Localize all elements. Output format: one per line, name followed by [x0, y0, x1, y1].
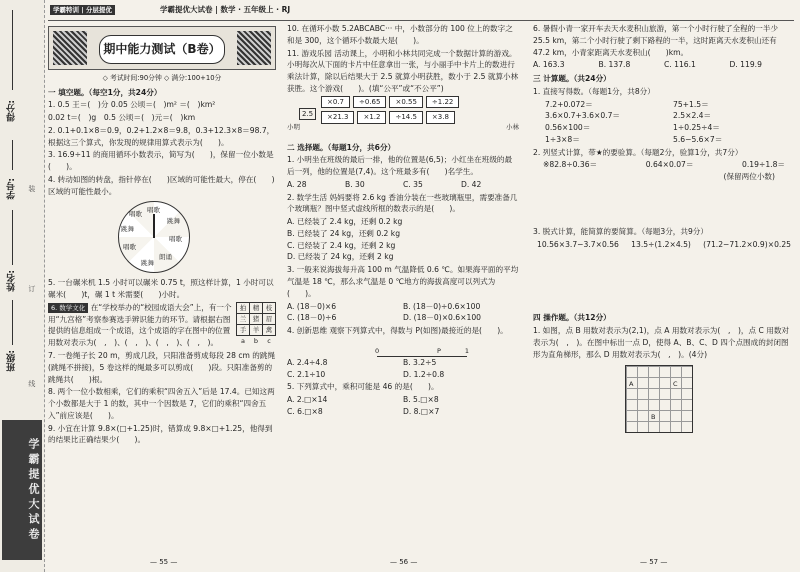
class-label: 班级: [7, 350, 17, 372]
wheel-segment: 跳舞 [167, 217, 180, 226]
grid-cell: 枝 [263, 302, 276, 313]
player-a: 小明 [287, 122, 300, 131]
grid-col-label: b [253, 337, 259, 346]
card[interactable]: ×1.2 [357, 111, 386, 124]
choice-options [287, 216, 519, 263]
question-2: 2. 0.1+0.1×8＝0.9，0.2+1.2×8＝9.8，0.3+12.3×8＝98.7，根据这三个算式，你发现的规律用算式表示为( )。 [48, 125, 275, 147]
title-banner [48, 26, 276, 70]
wheel-segment: 唱歌 [129, 210, 142, 219]
option[interactable]: B. 5.□×8 [403, 395, 439, 405]
score-line[interactable] [12, 10, 13, 90]
option[interactable]: C. 116.1 [664, 60, 696, 70]
option[interactable]: C. (18－0)÷6 [287, 313, 337, 323]
section-heading: 二 选择题。（每题1分，共6分） [287, 142, 396, 152]
option[interactable]: D. 119.9 [729, 60, 762, 70]
wheel-segment: 朗诵 [159, 253, 172, 262]
point-label: B [651, 412, 656, 421]
section-heading: 三 计算题。（共24分） [533, 74, 611, 84]
choice-question-1: 1. 小明坐在班级的最后一排，他的位置是(6,5)；小红坐在班级的最后一列，他的位置是(7,4)。这个班最多有( )名学生。 [287, 155, 513, 177]
player-b: 小林 [506, 122, 519, 131]
operation-question-1: 1. 如图，点 B 用数对表示为(2,1)，点 A 用数对表示为( , )，点 C 用数对表示为( , )。在图中标出一点 D，使得 A、B、C、D 四个点围成的封闭图形为直角梯形，那么 D 用数对表示为( , )。(4分) [533, 326, 790, 359]
wheel-segment: 跳舞 [141, 259, 154, 268]
section-heading: 四 操作题。（共12分） [533, 313, 611, 323]
grid-cell: 猪 [250, 314, 263, 325]
calc-instruction: 2. 列竖式计算，带★的要验算。（每题2分，验算1分，共7分） [533, 147, 743, 157]
card[interactable]: ×0.55 [389, 96, 422, 109]
grid-cell: 眉 [263, 314, 276, 325]
option[interactable]: C. 已经装了 2.4 kg，还剩 2 kg [287, 240, 396, 250]
choice-options [533, 59, 795, 71]
calc-item: (71.2−71.2×0.9)×0.25 [703, 239, 791, 249]
calc-item: 3.6×0.7+3.6×0.7＝ [545, 111, 620, 121]
calc-item: 13.5÷(1.2×4.5) [631, 239, 691, 249]
option[interactable]: A. (18－0)×6 [287, 301, 337, 311]
option[interactable]: B. 已经装了 24 kg，还剩 0.2 kg [287, 228, 401, 238]
calc-instruction: 1. 直接写得数。（每题1分，共8分） [533, 86, 655, 96]
page-number: — 55 — [150, 558, 178, 567]
grid-cell: 手 [237, 325, 250, 336]
page-55 [48, 22, 276, 447]
work-space[interactable] [533, 183, 795, 225]
calc-item: 1÷3×8＝ [545, 134, 580, 144]
choice-options [287, 394, 519, 418]
calc-item: 0.64×0.07＝ [645, 160, 694, 170]
spinner-pointer-icon [153, 214, 155, 238]
page-57 [533, 22, 795, 433]
cut-mark: 线 [27, 380, 36, 387]
option[interactable]: C. 35 [403, 179, 423, 189]
card-game [287, 96, 519, 140]
vertical-calc-items [533, 159, 795, 171]
grid-cell: 禽 [263, 325, 276, 336]
qr-code-icon[interactable] [53, 31, 87, 65]
axis-label: 0 [375, 346, 380, 355]
grid-col-label: c [267, 337, 271, 346]
question-3: 3. 16.9÷11 的商用循环小数表示，简写为( )，保留一位小数是( )。 [48, 150, 274, 172]
class-line[interactable] [12, 300, 13, 345]
point-label: C [673, 379, 678, 388]
option[interactable]: B. 30 [345, 179, 365, 189]
header-rule [48, 20, 794, 21]
cut-mark: 订 [27, 285, 36, 292]
step-calc-items [533, 239, 795, 251]
calc-item: 7.2+0.072＝ [545, 99, 593, 109]
card[interactable]: ×21.3 [321, 111, 354, 124]
spinner-wheel [118, 201, 190, 273]
question-1a: 1. 0.5 王＝( )分 0.05 公顷＝( )m² ＝( )km² [48, 100, 216, 110]
header-series: 学霸提优大试卷 | 数学 · 五年级上 · RJ [160, 5, 291, 14]
idiom-grid [236, 302, 276, 346]
option[interactable]: B. 137.8 [598, 60, 631, 70]
start-number: 2.5 [299, 108, 316, 121]
option[interactable]: A. 163.3 [533, 60, 565, 70]
axis-label: 1 [464, 346, 469, 355]
name-label: 姓名: [7, 270, 17, 292]
student-id-line[interactable] [12, 140, 13, 170]
question-1b: 0.02 t＝( )g 0.5 公顷＝( )元＝( )km [48, 113, 196, 123]
question-4: 4. 转动如图的转盘，指针停在( )区域的可能性最大，停在( )区域的可能性最小。 [48, 174, 275, 196]
choice-question-6: 6. 暑假小青一家开车去天水麦积山旅游，第一个小时行驶了全程的一半少 25.5 km，第二个小时行驶了剩下路程的一半，这时距离天水麦积山还有 47.2 km，小青家距离天水麦积山( )km。 [533, 24, 779, 57]
choice-question-4: 4. 创新思维 观察下列算式中，得数与 P(如图)最接近的是( )。 [287, 326, 508, 336]
grid-cell: 拍 [237, 302, 250, 313]
mental-calc-grid [545, 99, 795, 146]
card[interactable]: ÷1.22 [426, 96, 459, 109]
work-space[interactable] [533, 250, 795, 310]
choice-question-5: 5. 下列算式中，乘积可能是 46 的是( )。 [287, 382, 439, 392]
name-line[interactable] [12, 210, 13, 265]
exam-title: 期中能力测试（B卷） [99, 35, 225, 64]
calc-item: 10.56×3.7−3.7×0.56 [537, 239, 619, 249]
option[interactable]: D. 1.2÷0.8 [403, 369, 445, 379]
card[interactable]: ÷0.65 [353, 96, 386, 109]
question-9: 9. 小宜在计算 9.8×(□+1.25)时，错算成 9.8×□+1.25，他得到的结果比正确结果少( )。 [48, 423, 273, 445]
page-number: — 56 — [390, 558, 418, 567]
exam-meta: ◇ 考试时间:90分钟 ◇ 满分:100+10分 [102, 74, 222, 82]
student-id-label: 学号: [7, 178, 17, 200]
calc-item: ※82.8÷0.36＝ [543, 160, 598, 170]
axis-label: P [437, 346, 441, 355]
option[interactable]: B. 3.2÷5 [403, 357, 437, 367]
number-line [377, 338, 467, 357]
choice-question-2: 2. 数学生活 妈妈要将 2.6 kg 香油分装在一些玻璃瓶里，需要准备几个玻璃瓶？图中竖式虚线所框的数表示的是( )。 [287, 192, 518, 214]
card[interactable]: ×3.8 [426, 111, 455, 124]
option[interactable]: A. 28 [287, 179, 307, 189]
calc-item: 0.19÷1.8＝ [742, 160, 785, 170]
score-field-label: 得分: [7, 100, 17, 122]
wheel-segment: 唱歌 [147, 206, 160, 215]
card-set [321, 96, 491, 125]
wheel-segment: 唱歌 [123, 243, 136, 252]
question-5: 5. 一台碾米机 1.5 小时可以碾米 0.75 t，照这样计算，1 小时可以碾米( )t，碾 1 t 米需要( )小时。 [48, 278, 274, 300]
option[interactable]: D. 已经装了 24 kg，还剩 2 kg [287, 252, 394, 262]
grid-col-label: a [241, 337, 245, 346]
wheel-segment: 跳舞 [121, 225, 134, 234]
choice-options [287, 357, 519, 381]
rounding-note: (保留两位小数) [723, 172, 775, 182]
option[interactable]: D. 42 [461, 179, 482, 189]
calc-item: 2.5×2.4＝ [673, 111, 712, 121]
question-7: 7. 一卷绳子长 20 m，剪成几段，只阳准备剪成每段 28 cm 的跳绳(跳绳不拼接)，5 卷这样的绳最多可以剪成( )段。只阳准备剪的跳绳共( )根。 [48, 351, 276, 384]
calc-item: 0.56×100＝ [545, 123, 591, 133]
binding-sidebar [0, 0, 45, 572]
option[interactable]: A. 已经装了 2.4 kg，还剩 0.2 kg [287, 217, 403, 227]
qr-code-icon[interactable] [237, 31, 271, 65]
calc-item: 1÷0.25÷4＝ [673, 123, 720, 133]
page-56 [287, 22, 519, 418]
option[interactable]: C. 2.1÷10 [287, 369, 326, 379]
question-8: 8. 两个一位小数相乘，它们的乘积“四舍五入”后是 17.4。已知这两个小数都是大于 1 的数，其中一个因数是 7，它们的乘积“四舍五入”前应该是( )。 [48, 387, 275, 420]
calc-item: 75+1.5＝ [673, 99, 709, 109]
card[interactable]: ÷14.5 [389, 111, 422, 124]
cut-mark: 装 [27, 185, 36, 192]
point-label: A [629, 379, 634, 388]
coordinate-grid[interactable] [625, 365, 693, 433]
section-heading: 一 填空题。（每空1分，共24分） [48, 87, 162, 97]
choice-question-3: 3. 一般来说海拔每升高 100 m 气温降低 0.6 ℃。如果海平面的平均气温是 18 ℃，那么求气温是 0 ℃地方的海拔高度可以列式为( )。 [287, 265, 519, 298]
question-11: 11. 游戏乐园 活动课上，小明和小林共同完成一个数据计算的游戏。小明每次从下面的卡片中任意拿出一张，与小丽手中卡片上的数进行乘法计算，除以后结果大于 2.5 就算小明获胜，数小于 2.5 就算小林获胜。这个游戏( )。(填“公平”或“不公平”) [287, 48, 519, 93]
choice-options [287, 179, 519, 191]
question-6: 6. 数学文化 在“学校举办的“校园成语大会”上，有一个用“九宫格”考察参赛选手辨识能力的环节。请根据右图提供的信息组成一个成语，这个成语的字在图中的位置用数对表示为( , )、( , )、( , )、( , )。 [48, 302, 232, 348]
brand-logo: 学霸提优大试卷 [2, 420, 42, 560]
grid-cell: 羊 [250, 325, 263, 336]
option[interactable]: C. 6.□×8 [287, 406, 323, 416]
calc-instruction: 3. 脱式计算，能简算的要简算。（每题3分，共9分） [533, 226, 708, 236]
calc-item: 5.6−5.6×7＝ [673, 134, 723, 144]
option[interactable]: A. 2.4÷4.8 [287, 357, 328, 367]
option[interactable]: A. 2.□×14 [287, 395, 328, 405]
option[interactable]: B. (18－0)÷0.6×100 [403, 301, 481, 311]
option[interactable]: D. 8.□×7 [403, 406, 440, 416]
grid-cell: 精 [250, 302, 263, 313]
grid-cell: 兰 [237, 314, 250, 325]
card[interactable]: ×0.7 [321, 96, 350, 109]
question-10: 10. 在循环小数 5.2ABCABC··· 中，小数部分的 100 位上的数字之和是 300，这个循环小数最大是( )。 [287, 24, 513, 45]
wheel-segment: 唱歌 [169, 235, 182, 244]
choice-options [287, 301, 519, 325]
option[interactable]: D. (18－0)×0.6×100 [403, 313, 481, 323]
header-tag: 学霸特训 | 分层提优 [50, 4, 115, 16]
page-number: — 57 — [640, 558, 668, 567]
